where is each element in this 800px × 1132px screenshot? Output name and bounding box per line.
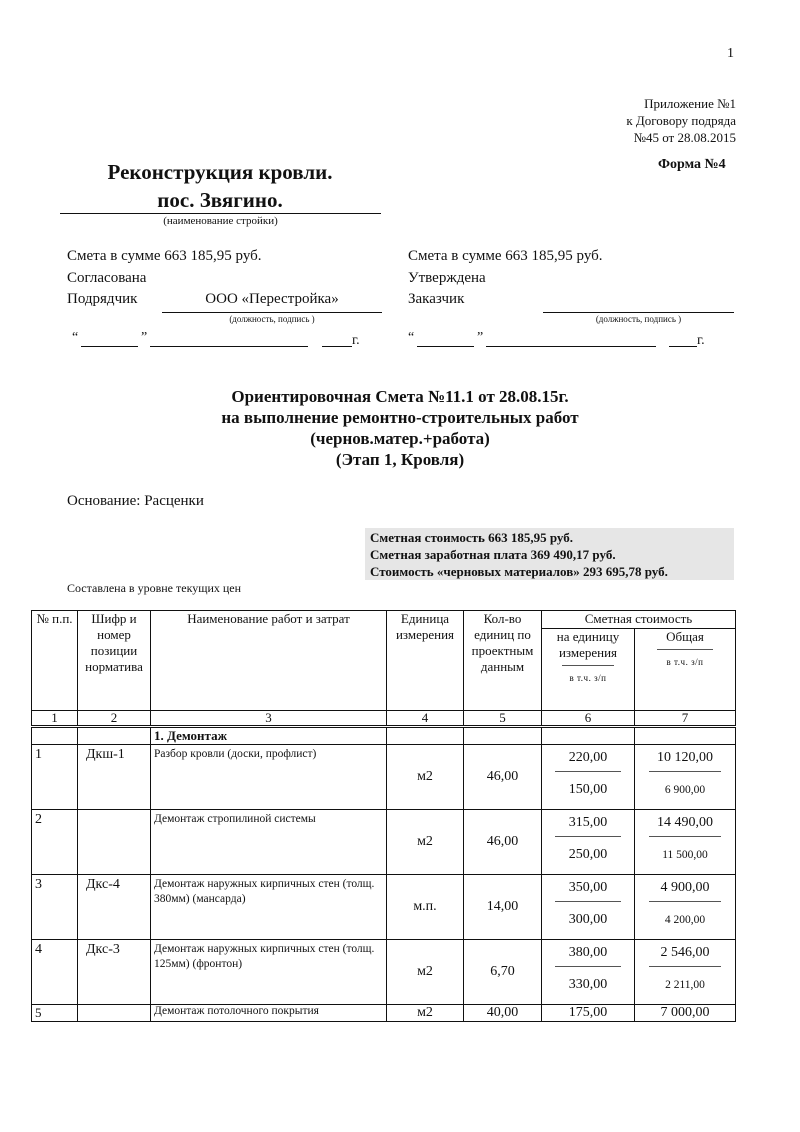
row-code <box>78 1005 151 1022</box>
column-number: 5 <box>464 711 542 727</box>
total-wage: 6 900,00 <box>664 784 706 796</box>
row-price <box>542 875 635 940</box>
row-price <box>542 745 635 810</box>
column-number: 4 <box>387 711 464 727</box>
section-row <box>32 727 736 745</box>
header-qty: Кол-во единиц по проектным данным <box>464 611 542 711</box>
right-year-suffix: г. <box>697 333 705 348</box>
header-cost: Сметная стоимость <box>542 611 736 629</box>
row-total <box>635 940 736 1005</box>
left-quote-close: ” <box>141 330 148 345</box>
header-total-wage: в т.ч. з/п <box>666 657 704 667</box>
right-day-line <box>417 346 474 347</box>
left-year-suffix: г. <box>352 333 360 348</box>
appendix-line: Приложение №1 <box>644 96 736 111</box>
estimate-heading <box>150 386 650 470</box>
appendix-line: №45 от 28.08.2015 <box>633 130 736 145</box>
table-row <box>32 875 736 940</box>
row-unit: м2 <box>387 940 464 1005</box>
column-number: 1 <box>32 711 78 727</box>
right-status: Утверждена <box>408 270 486 286</box>
left-sum: Смета в сумме 663 185,95 руб. <box>67 248 262 264</box>
row-qty: 6,70 <box>464 940 542 1005</box>
row-code: Дкш-1 <box>78 745 151 810</box>
unit-price: 175,00 <box>542 1005 635 1022</box>
left-sign-caption: (должность, подпись ) <box>229 314 315 324</box>
left-day-line <box>81 346 138 347</box>
site-title-line: Реконструкция кровли. <box>107 160 333 184</box>
row-num: 2 <box>32 810 78 875</box>
total-cost: 14 490,00 <box>657 815 713 830</box>
appendix-line: к Договору подряда <box>626 113 736 128</box>
table-row <box>32 745 736 810</box>
left-quote-open: “ <box>72 330 79 345</box>
row-qty: 46,00 <box>464 745 542 810</box>
row-unit: м2 <box>387 745 464 810</box>
price-level-note: Составлена в уровне текущих цен <box>67 581 242 595</box>
left-month-line <box>150 346 308 347</box>
appendix-note <box>560 95 736 146</box>
row-total <box>635 875 736 940</box>
total-cost: 7 000,00 <box>635 1005 736 1022</box>
total-wage: 11 500,00 <box>662 849 708 861</box>
total-wage: 4 200,00 <box>664 914 706 926</box>
summary-line: Сметная заработная плата 369 490,17 руб. <box>370 547 616 562</box>
contractor-line <box>162 312 382 313</box>
row-code: Дкс-3 <box>78 940 151 1005</box>
row-name: Демонтаж наружных кирпичных стен (толщ. 125мм) (фронтон) <box>151 940 387 1005</box>
row-qty: 14,00 <box>464 875 542 940</box>
total-cost: 2 546,00 <box>660 945 710 960</box>
unit-price: 220,00 <box>568 750 608 765</box>
site-underline <box>60 213 381 214</box>
row-unit: м2 <box>387 1005 464 1022</box>
column-number: 2 <box>78 711 151 727</box>
heading-line: (Этап 1, Кровля) <box>335 450 465 469</box>
contractor-name: ООО «Перестройка» <box>205 291 339 307</box>
site-title-line: пос. Звягино. <box>157 188 283 212</box>
header-separator <box>562 665 614 666</box>
header-num: № п.п. <box>32 611 78 711</box>
row-code: Дкс-4 <box>78 875 151 940</box>
row-qty: 46,00 <box>464 810 542 875</box>
right-sign-caption: (должность, подпись ) <box>595 314 682 324</box>
total-cost: 4 900,00 <box>660 880 710 895</box>
header-per-unit <box>542 629 635 711</box>
form-label: Форма №4 <box>658 157 726 172</box>
table-row <box>32 810 736 875</box>
right-role: Заказчик <box>408 291 465 307</box>
header-unit: Единица измерения <box>387 611 464 711</box>
section-title: 1. Демонтаж <box>151 727 387 745</box>
site-caption: (наименование стройки) <box>163 215 278 227</box>
left-status: Согласована <box>67 270 147 286</box>
row-unit: м2 <box>387 810 464 875</box>
heading-line: (чернов.матер.+работа) <box>310 429 490 448</box>
left-year-line <box>322 346 352 347</box>
unit-price: 315,00 <box>568 815 608 830</box>
customer-line <box>543 312 734 313</box>
header-separator <box>657 649 713 650</box>
row-name: Демонтаж наружных кирпичных стен (толщ. 380мм) (мансарда) <box>151 875 387 940</box>
header-code: Шифр и номер позиции норматива <box>78 611 151 711</box>
row-price <box>542 810 635 875</box>
unit-price: 380,00 <box>568 945 608 960</box>
unit-wage: 330,00 <box>568 977 608 992</box>
row-total <box>635 745 736 810</box>
header-name: Наименование работ и затрат <box>151 611 387 711</box>
summary-line: Сметная стоимость 663 185,95 руб. <box>370 530 573 545</box>
cost-summary <box>365 528 734 580</box>
row-num: 3 <box>32 875 78 940</box>
unit-wage: 250,00 <box>568 847 608 862</box>
row-unit: м.п. <box>387 875 464 940</box>
unit-wage: 150,00 <box>568 782 608 797</box>
header-per-unit-label: на единицу измерения <box>556 629 620 660</box>
unit-price: 350,00 <box>568 880 608 895</box>
estimate-table <box>31 610 736 1022</box>
row-num: 4 <box>32 940 78 1005</box>
total-wage: 2 211,00 <box>665 979 705 991</box>
right-year-line <box>669 346 697 347</box>
table-header-row <box>32 611 736 629</box>
row-name: Демонтаж потолочного покрытия <box>151 1005 387 1022</box>
right-quote-close: ” <box>477 330 484 345</box>
header-per-unit-wage: в т.ч. з/п <box>569 673 607 683</box>
header-total <box>635 629 736 711</box>
column-number: 7 <box>635 711 736 727</box>
unit-wage: 300,00 <box>568 912 608 927</box>
row-num: 1 <box>32 745 78 810</box>
right-month-line <box>486 346 656 347</box>
column-number-row <box>32 711 736 727</box>
row-qty: 40,00 <box>464 1005 542 1022</box>
row-price <box>542 940 635 1005</box>
header-total-label: Общая <box>666 629 704 644</box>
heading-line: на выполнение ремонтно-строительных работ <box>221 408 579 427</box>
left-role: Подрядчик <box>67 291 138 307</box>
basis-text: Основание: Расценки <box>67 493 204 509</box>
row-code <box>78 810 151 875</box>
column-number: 6 <box>542 711 635 727</box>
summary-line: Стоимость «черновых материалов» 293 695,78 руб. <box>370 564 668 579</box>
total-cost: 10 120,00 <box>657 750 713 765</box>
row-name: Разбор кровли (доски, профлист) <box>151 745 387 810</box>
row-num: 5 <box>32 1005 78 1022</box>
row-name: Демонтаж стропилиной системы <box>151 810 387 875</box>
heading-line: Ориентировочная Смета №11.1 от 28.08.15г. <box>231 387 569 406</box>
table-row <box>32 1005 736 1022</box>
right-quote-open: “ <box>408 330 415 345</box>
column-number: 3 <box>151 711 387 727</box>
page-number: 1 <box>727 46 734 61</box>
row-total <box>635 810 736 875</box>
right-sum: Смета в сумме 663 185,95 руб. <box>408 248 603 264</box>
site-title <box>60 158 380 214</box>
table-row <box>32 940 736 1005</box>
